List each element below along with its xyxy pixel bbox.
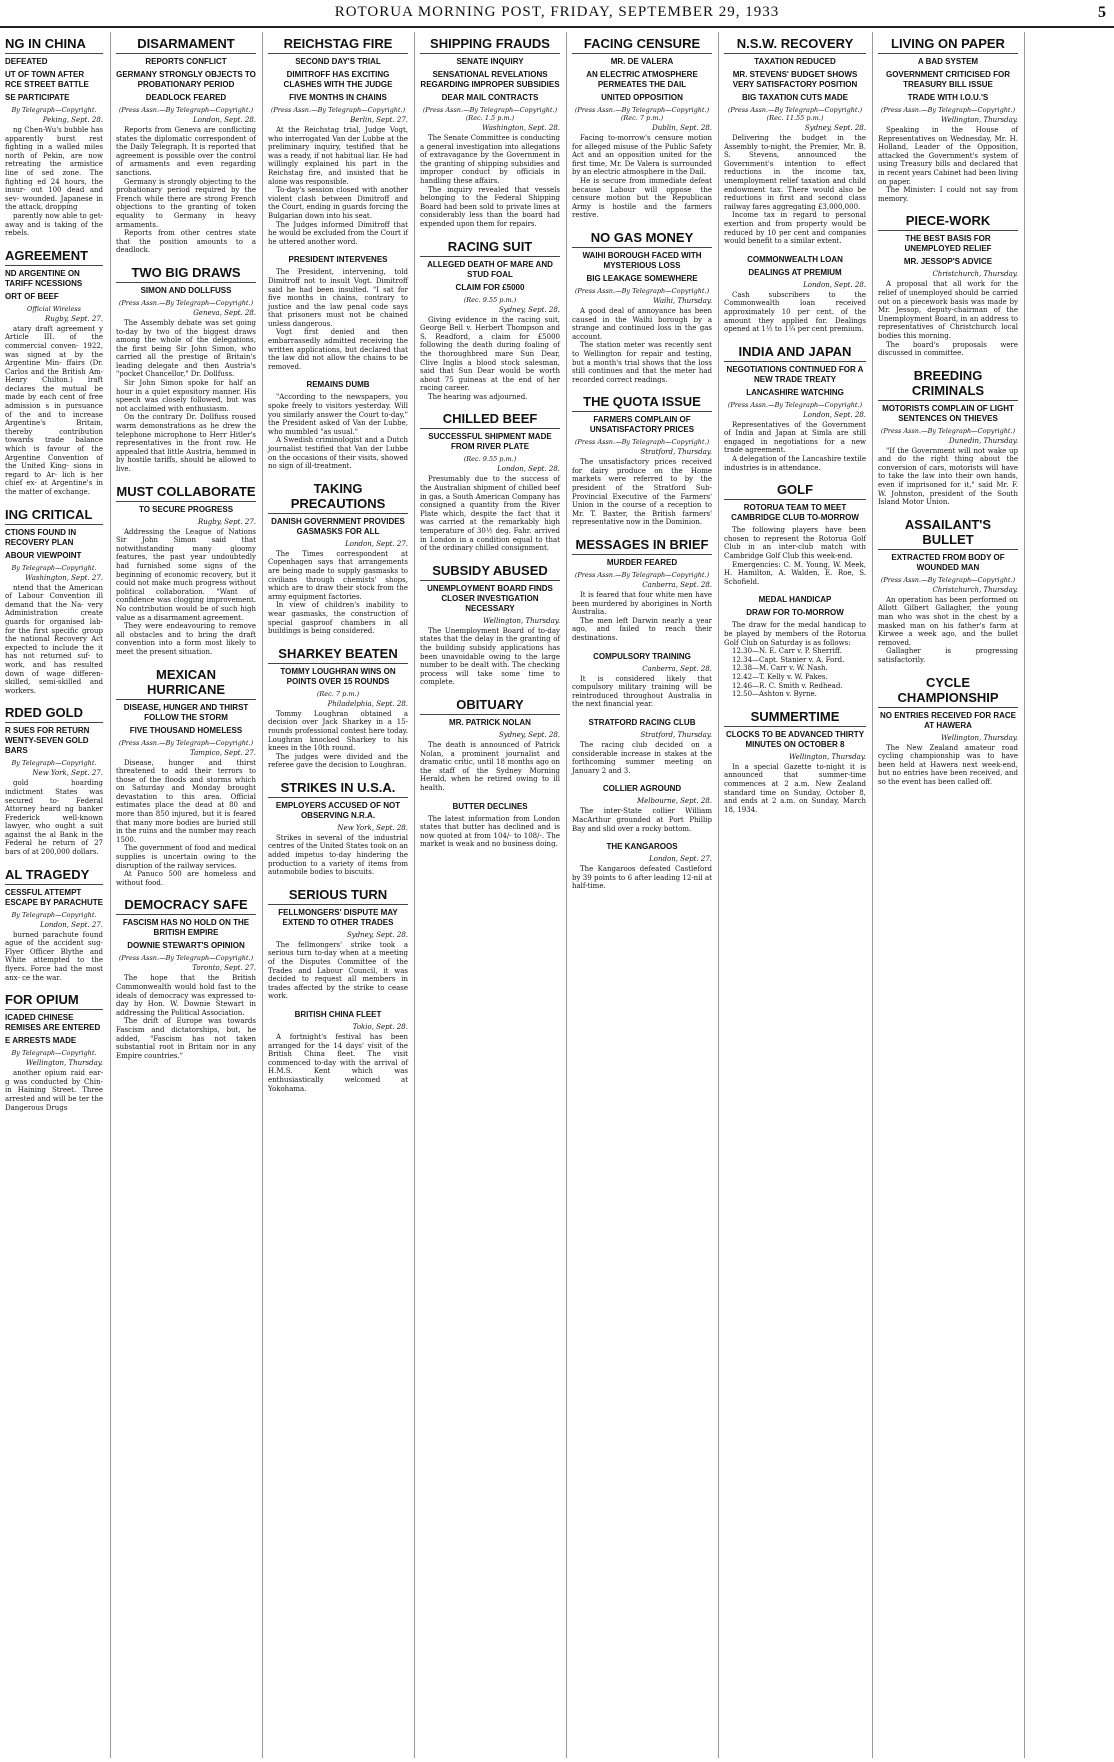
article-paragraph: The hearing was adjourned. — [428, 392, 528, 401]
article — [719, 595, 871, 704]
article-subheading: UNITED OPPOSITION — [601, 93, 683, 102]
article-subheading: AN ELECTRIC ATMOSPHERE PERMEATES THE DAIL — [586, 70, 698, 89]
article-paragraph: The death is announced of Patrick Nolan, a prominent journalist and dramatic critic, until 18 months ago on the staff of the Sydney Morning Herald, when he retired owing to ill health. — [420, 740, 560, 792]
dateline: London, Sept. 27. — [649, 855, 712, 864]
article-paragraph: Delivering the budget in the Assembly to-night, the Premier, Mr. B. S. Stevens, announced the Government's intention to effect reductions in the income tax, unemployment relief taxation and child endowment tax. There would also be reductions in first and second class railway fares aggregating £3,000,000. — [724, 134, 866, 211]
article-paragraph: The inquiry revealed that vessels belonging to the Federal Shipping Board had been sold to private lines at considerably less than the board had expended upon them for repairs. — [420, 185, 560, 228]
article-headline: SUBSIDY ABUSED — [420, 563, 560, 581]
article-subheading: FELLMONGERS' DISPUTE MAY EXTEND TO OTHER TRADES — [278, 907, 398, 927]
article-subheading: BRITISH CHINA FLEET — [294, 1010, 382, 1019]
article-paragraph: The New Zealand amateur road cycling championship was to have been held at Hawera next week-end, but no entries have been received, and so the event has been called off. — [878, 743, 1018, 786]
article-paragraph: Emergencies: C. M. Young, W. Meek, H. Hamilton, A. Walden, E. Roe, S. Schofield. — [724, 560, 866, 586]
article-headline: PIECE-WORK — [878, 213, 1018, 231]
article-paragraph: It is considered likely that compulsory military training will be reintroduced throughout Australia in the next financial year. — [572, 674, 712, 709]
dateline: Tampico, Sept. 27. — [189, 748, 256, 757]
press-credit: (Press Assn.—By Telegraph—Copyright.) — [118, 298, 254, 307]
article-subheading: CESSFUL ATTEMPT ESCAPE BY PARACHUTE — [5, 887, 103, 907]
article-paragraph: The Assembly debate was set going to-day by two of the biggest draws among the whole of the delegations, the first being Sir John Simon, who carried all the prestige of Britain's leading delegate and then Austria's "pocket Chancellor," Dr. Dollfuss. — [116, 318, 256, 379]
dateline: New York, Sept. 28. — [337, 823, 408, 832]
article-paragraph: It is feared that four white men have been murdered by aborigines in North Australia. — [572, 591, 712, 617]
article-paragraph: The President, intervening, told Dimitroff not to insult Vogt. Dimitroff said he had been insulted. "I sat for five months in chains, contrary to justice and the law penal code says that prisoners must not be chained unless dangerous. — [268, 268, 408, 328]
article — [111, 667, 261, 894]
newspaper-column — [566, 32, 717, 1758]
article-paragraph: burned parachute found ague of the accident sug- Flyer Officer Blythe and White attempted to the flyers. Force had the most anx- ce the war. — [5, 930, 103, 982]
article-paragraph: The Times correspondent at Copenhagen says that arrangements are being made to supply gasmasks to civilians through chemists' shops, which are to draw their stock from the army equipment factories. — [268, 549, 408, 601]
article-headline: N.S.W. RECOVERY — [724, 36, 866, 54]
article-headline: DEMOCRACY SAFE — [116, 897, 256, 915]
article-paragraph: Reports from Geneva are conflicting states the diplomatic correspondent of the Daily Telegraph. It is reported that agreement is possible over the control of armaments and even regarding sanctions. — [116, 126, 256, 177]
article — [415, 697, 565, 799]
dateline: Wellington, Thursday. — [941, 116, 1018, 124]
article-paragraph: The Unemployment Board of to-day states that the delay in the granting of the building subsidy applications has been unavoidable owing to the large number to be dealt with. The checking process will take some time to complete. — [420, 626, 560, 687]
dateline: Wellington, Thursday. — [789, 752, 866, 761]
article-headline: SHIPPING FRAUDS — [420, 36, 560, 54]
article-paragraph: At the Reichstag trial, Judge Vogt, who interrogated Van der Lubbe at the preliminary inquiry, testified that he was a ready, if not habitual liar. He had willingly explained his part in the Reichstag fire, and insisted that he alone was responsible. — [268, 126, 408, 186]
article-paragraph: The fellmongers' strike took a serious turn to-day when at a meeting of the Disputes Committee of the Trades and Labour Council, it was decided to request all members in trades affected by the strike to cease work. — [268, 940, 408, 1001]
press-credit: By Telegraph—Copyright. — [11, 910, 97, 919]
article-paragraph: gold hoarding indictment States was secured to- Federal Attorney heard ng banker Frederick well-known lawyer, who ought a suit against the al Bank in the Federal he return of 27 bars of at 200,000 dollars. — [5, 779, 103, 857]
article — [719, 344, 871, 479]
article-paragraph: The board's proposals were discussed in committee. — [878, 340, 1018, 358]
dateline: Philadelphia, Sept. 28. — [327, 699, 408, 708]
article-headline: FOR OPIUM — [5, 992, 103, 1010]
article-headline: CYCLE CHAMPIONSHIP — [878, 675, 1018, 708]
article-headline: BREEDING CRIMINALS — [878, 368, 1018, 401]
article — [263, 1010, 413, 1099]
article-subheading: COMPULSORY TRAINING — [593, 651, 691, 661]
press-credit: By Telegraph—Copyright. — [11, 563, 97, 572]
article — [0, 867, 108, 989]
article-paragraph: The following players have been chosen to represent the Rotorua Golf Club in an inter-club match with Cambridge Golf Club this week-end. — [724, 526, 866, 561]
article — [873, 517, 1023, 671]
dateline: Christchurch, Thursday. — [932, 585, 1018, 594]
article-subheading: SE PARTICIPATE — [5, 93, 70, 102]
article-subheading: CTIONS FOUND IN RECOVERY PLAN — [5, 527, 77, 547]
press-credit: (Rec. 7 p.m.) — [316, 689, 360, 698]
dateline: London, Sept. 27. — [40, 920, 103, 929]
article-paragraph: ntend that the American of Labour Convention ill demand that the Na- very Administration create guards for organised lab- for the first specific group the national Recovery Act expected to include the it has not returned suf- to work, and has resulted down of wage differen- skilled, semi-skilled and workers. — [5, 583, 103, 695]
article-subheading: MR. PATRICK NOLAN — [449, 717, 531, 727]
press-credit: (Press Assn.—By Telegraph—Copyright.) — [118, 954, 254, 963]
article — [0, 507, 108, 702]
article — [567, 230, 717, 390]
article-subheading: TAXATION REDUCED — [754, 57, 836, 66]
article-subheading: ND ARGENTINE ON TARIFF NCESSIONS — [5, 268, 83, 288]
article-subheading: THE BEST BASIS FOR UNEMPLOYED RELIEF — [904, 234, 992, 254]
article-subheading: UT OF TOWN AFTER RCE STREET BATTLE — [5, 70, 89, 89]
dateline: Peking, Sept. 28. — [42, 116, 103, 124]
article — [415, 239, 565, 408]
article-subheading: FIVE THOUSAND HOMELESS — [129, 725, 243, 735]
article-paragraph: Giving evidence in the racing suit, George Bell v. Herbert Thompson and S. Readford, a claim for £5000 following the death during foaling of the thoroughbred mare Sun Dear, Clive Inglis a blood stock salesman, said that Sun Dear would be worth about 75 guineas at the end of her racing career. — [420, 315, 560, 393]
press-credit: Official Wireless — [27, 304, 81, 313]
article — [567, 394, 717, 533]
article — [415, 563, 565, 693]
article-paragraph: The latest information from London states that butter has declined and is now quoted at from 104/- to 108/-. The market is weak and no business doing. — [420, 814, 560, 849]
article — [873, 368, 1023, 513]
masthead — [0, 0, 1114, 28]
dateline: Geneva, Sept. 28. — [193, 308, 256, 317]
article — [263, 780, 413, 883]
article-subheading: NEGOTIATIONS CONTINUED FOR A NEW TRADE TREATY — [726, 364, 864, 384]
article-paragraph: The Senate Committee is conducting a general investigation into allegations of extravagance by the Government in the granting of shipping subsidies and improper conduct by officials in handling these affairs. — [420, 134, 560, 185]
article — [0, 248, 108, 503]
article — [111, 265, 261, 480]
dateline: Wellington, Thursday. — [26, 1059, 103, 1068]
article-paragraph: Gallagher is progressing satisfactorily. — [878, 647, 1018, 664]
dateline: Berlin, Sept. 27. — [350, 116, 408, 124]
dateline: Canberra, Sept. 28. — [642, 664, 712, 673]
article-headline: ING CRITICAL — [5, 507, 103, 525]
press-credit: By Telegraph—Copyright. — [11, 759, 97, 768]
article-subheading: SENATE INQUIRY — [456, 57, 524, 66]
article-subheading: CLOCKS TO BE ADVANCED THIRTY MINUTES ON OCTOBER 8 — [725, 729, 865, 749]
article — [719, 255, 871, 340]
article-paragraph: Income tax in regard to personal exertion and from property would be reduced by 10 per cent and companies would benefit to a similar extent. — [724, 211, 866, 246]
article — [719, 482, 871, 592]
article-paragraph: parently now able to get-away and is taking of the rebels. — [5, 211, 103, 238]
article — [111, 897, 261, 1066]
press-credit: (Press Assn.—By Telegraph—Copyright.) — [727, 400, 863, 409]
article-subheading: DOWNIE STEWART'S OPINION — [127, 941, 245, 951]
article-paragraph: The men left Darwin nearly a year ago, and failed to reach their destinations. — [572, 616, 712, 642]
dateline: Wellington, Thursday. — [483, 616, 560, 625]
article-subheading: COMMONWEALTH LOAN — [747, 254, 843, 264]
article — [263, 887, 413, 1007]
newspaper-column — [262, 32, 413, 1758]
article-headline: OBITUARY — [420, 697, 560, 715]
article — [415, 36, 565, 235]
article-paragraph: They were endeavouring to remove all obstacles and to bring the draft convention into a form most likely to meet the present situation. — [116, 622, 256, 656]
article-subheading: BUTTER DECLINES — [452, 801, 528, 811]
article-subheading: DIMITROFF HAS EXCITING CLASHES WITH THE JUDGE — [283, 70, 393, 89]
press-credit: (Press Assn.—By Telegraph—Copyright.) (Rec. 7 p.m.) — [574, 106, 710, 122]
article-subheading: E ARRESTS MADE — [5, 1036, 77, 1046]
article-paragraph: The station meter was recently sent to Wellington for repair and testing, but a month's trial shows that the loss still continues and that the meter had recorded correct readings. — [572, 341, 712, 384]
article-subheading: BIG TAXATION CUTS MADE — [742, 93, 848, 102]
article-paragraph: "According to the newspapers, you spoke freely to visitors yesterday. Will you similarly answer the Court to-day," the President asked of Van der Lubbe, who mumbled "as usual." — [268, 393, 408, 436]
article-subheading: DANISH GOVERNMENT PROVIDES GASMASKS FOR ALL — [271, 516, 405, 536]
article-subheading: SENSATIONAL REVELATIONS REGARDING IMPROPER SUBSIDIES — [420, 70, 560, 89]
article — [0, 705, 108, 862]
article — [567, 652, 717, 715]
press-credit: (Press Assn.—By Telegraph—Copyright.) — [880, 426, 1016, 435]
article-subheading: NO ENTRIES RECEIVED FOR RACE AT HAWERA — [879, 710, 1016, 730]
article-subheading: WAIHI BOROUGH FACED WITH MYSTERIOUS LOSS — [582, 250, 702, 270]
dateline: Washington, Sept. 27. — [25, 573, 103, 582]
dateline: London, Sept. 28. — [803, 410, 866, 419]
page-number: 5 — [1098, 4, 1106, 21]
article-paragraph: Strikes in several of the industrial centres of the United States took on an added impetus to-day hindering the production to a variety of items from automobile bodies to biscuits. — [268, 833, 408, 877]
dateline: London, Sept. 28. — [193, 116, 256, 124]
newspaper-column — [0, 32, 108, 1758]
article-paragraph: atary draft agreement y Article III. of the commercial conven- 1922, was signed at by the Argentine Min- ffairs (Dr. Carlos and the British Am- Henry Chilton.) lraft declares the mutual be made by each cent of free admission s in pursuance of the and to increase Argentine's Britain, thereby contribution towards trade balance which is favour of the Argentine Convention of the United King- sions in regard to Ar- lich is her chief ex- at Argentine's in the matter of exchange. — [5, 324, 103, 496]
article-subheading: THE KANGAROOS — [606, 842, 678, 852]
article — [567, 784, 717, 839]
article-paragraph: Germany is strongly objecting to the probationary period required by the French while there are strong French objections to the granting of token equality to Germany in heavy armaments. — [116, 177, 256, 229]
dateline: Sydney, Sept. 28. — [346, 930, 408, 939]
article-subheading: BIG LEAKAGE SOMEWHERE — [586, 273, 698, 283]
press-credit: (Press Assn.—By Telegraph—Copyright.) (Rec. 1.5 p.m.) — [422, 106, 558, 122]
article-subheading: ROTORUA TEAM TO MEET CAMBRIDGE CLUB TO-MORROW — [731, 503, 859, 523]
dateline: Canberra, Sept. 28. — [642, 581, 712, 590]
press-credit: (Press Assn.—By Telegraph—Copyright.) (Rec. 11.55 p.m.) — [727, 106, 863, 122]
article-paragraph: In a special Gazette to-night it is announced that summer-time commences at 2 a.m. New Zealand standard time on Sunday, October 8, and ends at 2 a.m. on Sunday, March 18, 1934. — [724, 762, 866, 814]
article — [873, 36, 1023, 209]
article-paragraph: Reports from other centres state that the position amounts to a deadlock. — [116, 229, 256, 255]
article-paragraph: He is secure from immediate defeat because Labour will oppose the censure motion but the Republican Army is hostile and the farmers restive. — [572, 176, 712, 220]
article — [873, 213, 1023, 363]
article-headline: NO GAS MONEY — [572, 230, 712, 248]
article-headline: DISARMAMENT — [116, 36, 256, 54]
article-paragraph: A proposal that all work for the relief of unemployed should be carried out on a piecework basis was made by Mr. Jessop, deputy-chairman of the Unemployment Board, in an address to representatives of Christchurch local bodies this morning. — [878, 280, 1018, 340]
article-paragraph: At Panuco 500 are homeless and without food. — [116, 870, 256, 887]
article — [415, 802, 565, 855]
article-subheading: DEALINGS AT PREMIUM — [748, 267, 842, 277]
article-headline: LIVING ON PAPER — [878, 36, 1018, 54]
article-subheading: MR. DE VALERA — [610, 57, 674, 66]
article-subheading: MOTORISTS COMPLAIN OF LIGHT SENTENCES ON THIEVES — [882, 403, 1014, 423]
article-paragraph: 12.34—Capt. Stanier v. A. Ford. — [732, 655, 845, 664]
article-subheading: DRAW FOR TO-MORROW — [746, 608, 844, 618]
dateline: Waihi, Thursday. — [653, 296, 712, 305]
article-headline: RACING SUIT — [420, 239, 560, 257]
article — [263, 255, 413, 377]
article-subheading: DEFEATED — [5, 57, 48, 66]
article-headline: THE QUOTA ISSUE — [572, 394, 712, 412]
dateline: London, Sept. 28. — [803, 280, 866, 289]
article-subheading: UNEMPLOYMENT BOARD FINDS CLOSER INVESTIGATION NECESSARY — [427, 583, 553, 613]
article-subheading: A BAD SYSTEM — [917, 57, 979, 66]
article — [263, 380, 413, 476]
dateline: Dublin, Sept. 28. — [652, 124, 712, 132]
article — [567, 842, 717, 897]
article-subheading: STRATFORD RACING CLUB — [588, 717, 696, 727]
article-paragraph: Addressing the League of Nations Sir John Simon said that notwithstanding many gloomy features, the past year undoubtedly had furnished some signs of the beginning of economic recovery, but it could not make much progress without political collaboration. "Want of confidence was clogging improvement. No contribution would be of such high value as a disarmament agreement. — [116, 527, 256, 622]
newspaper-column — [1024, 32, 1114, 1758]
article-paragraph: The Minister: I could not say from memory. — [878, 186, 1018, 203]
dateline: Stratford, Thursday. — [640, 730, 712, 739]
article-subheading: SUCCESSFUL SHIPMENT MADE FROM RIVER PLATE — [428, 432, 552, 452]
article-paragraph: Disease, hunger and thirst threatened to add their terrors to those of the floods and storms which on Saturday and Monday brought devastation to this area. Official estimates place the dead at 80 and more than 850 injured, but it is feared that many more bodies are buried still in the ruins and the number may reach 1500. — [116, 758, 256, 844]
dateline: Rugby, Sept. 27. — [197, 517, 256, 526]
article-subheading: TRADE WITH I.O.U.'S — [907, 93, 989, 102]
press-credit: (Rec. 9.55 p.m.) — [463, 295, 517, 304]
press-credit: (Press Assn.—By Telegraph—Copyright.) — [118, 738, 254, 747]
article-headline: MESSAGES IN BRIEF — [572, 537, 712, 555]
article — [0, 36, 108, 244]
press-credit: (Press Assn.—By Telegraph—Copyright.) — [574, 438, 710, 447]
newspaper-column — [718, 32, 871, 1758]
article-paragraph: 12.30—N. E. Carr v. P. Sherriff. — [732, 647, 842, 656]
article-headline: RDED GOLD — [5, 705, 103, 723]
article-paragraph: 12.38—M. Carr v. W. Nash. — [732, 664, 828, 673]
article — [263, 646, 413, 776]
article — [567, 36, 717, 226]
dateline: Stratford, Thursday. — [640, 448, 712, 457]
article-headline: SUMMERTIME — [724, 709, 866, 727]
article-headline: TAKING PRECAUTIONS — [268, 481, 408, 514]
newspaper-column — [414, 32, 565, 1758]
article-paragraph: The government of food and medical supplies is uncertain owing to the disruption of the railway services. — [116, 844, 256, 870]
article-subheading: ORT OF BEEF — [5, 291, 59, 301]
article-subheading: TO SECURE PROGRESS — [138, 504, 234, 514]
article-subheading: GOVERNMENT CRITICISED FOR TREASURY BILL ISSUE — [885, 70, 1010, 89]
article-subheading: DEADLOCK FEARED — [145, 93, 227, 102]
article-subheading: SIMON AND DOLLFUSS — [140, 285, 232, 295]
dateline: Tokio, Sept. 28. — [352, 1023, 408, 1031]
article-headline: GOLF — [724, 482, 866, 500]
article-paragraph: On the contrary Dr. Dollfuss roused warm demonstrations as he drew the telephone microphone to Herr Hitler's representatives in the front row. He appealed that little Austria, hemmed in by hostile tariffs, should be allowed to live. — [116, 413, 256, 473]
article-subheading: ALLEGED DEATH OF MARE AND STUD FOAL — [427, 259, 553, 279]
article-subheading: ABOUR VIEWPOINT — [5, 550, 82, 560]
article-headline: TWO BIG DRAWS — [116, 265, 256, 283]
press-credit: (Press Assn.—By Telegraph—Copyright.) — [270, 106, 406, 114]
newspaper-title: ROTORUA MORNING POST, FRIDAY, SEPTEMBER 29, 1933 — [334, 4, 780, 20]
dateline: Sydney, Sept. 28. — [804, 124, 866, 132]
article — [111, 484, 261, 663]
article-paragraph: "If the Government will not wake up and do the right thing about the conversion of cars, motorists will have to take the law into their own hands, even if imprisoned for it," said Mr. F. W. Johnston, president of the South Island Motor Union. — [878, 446, 1018, 507]
dateline: New York, Sept. 27. — [32, 769, 103, 778]
article-subheading: TOMMY LOUGHRAN WINS ON POINTS OVER 15 ROUNDS — [280, 666, 396, 686]
article — [0, 992, 108, 1118]
dateline: Christchurch, Thursday. — [932, 270, 1018, 279]
article-subheading: DISEASE, HUNGER AND THIRST FOLLOW THE STORM — [123, 702, 249, 722]
dateline: London, Sept. 28. — [497, 465, 560, 474]
article-subheading: MURDER FEARED — [606, 558, 678, 568]
article-paragraph: Tommy Loughran obtained a decision over Jack Sharkey in a 15-rounds professional contest here today. Loughran knocked Sharkey to his knees in the 10th round. — [268, 709, 408, 753]
article-subheading: FIVE MONTHS IN CHAINS — [289, 93, 387, 102]
dateline: Sydney, Sept. 28. — [498, 730, 560, 739]
article-headline: SERIOUS TURN — [268, 887, 408, 905]
press-credit: (Press Assn.—By Telegraph—Copyright.) — [574, 286, 710, 295]
article-paragraph: The Kangaroos defeated Castleford by 39 points to 6 after leading 12-nil at half-time. — [572, 865, 712, 891]
dateline: Toronto, Sept. 27. — [192, 964, 256, 973]
article-paragraph: 12.50—Ashton v. Byrne. — [732, 690, 817, 699]
article-subheading: DEAR MAIL CONTRACTS — [441, 93, 539, 102]
article-subheading: LANCASHIRE WATCHING — [746, 387, 844, 397]
newspaper-column — [872, 32, 1023, 1758]
press-credit: By Telegraph—Copyright. — [11, 106, 97, 114]
article-paragraph: The unsatisfactory prices received for dairy produce on the Home markets were referred to by the president of the Stratford Sub-Provincial Executive of the Farmers' Union in the course of a reception to Mr. T. Baxter, the British farmers' representative now in the Dominion. — [572, 458, 712, 527]
article-subheading: R SUES FOR RETURN WENTY-SEVEN GOLD BARS — [5, 726, 90, 756]
article — [873, 675, 1023, 793]
article-subheading: EXTRACTED FROM BODY OF WOUNDED MAN — [891, 552, 1005, 572]
article-subheading: COLLIER AGROUND — [602, 784, 682, 794]
article-subheading: CLAIM FOR £5000 — [455, 282, 525, 292]
dateline: Rugby, Sept. 27. — [44, 314, 103, 323]
article — [415, 411, 565, 558]
dateline: Sydney, Sept. 28. — [498, 305, 560, 314]
article — [263, 36, 413, 252]
article-headline: CHILLED BEEF — [420, 411, 560, 429]
article — [111, 36, 261, 261]
article-paragraph: another opium raid ear- g was conducted by Chin- in Haining Street. Three arrested and will be ter the Dangerous Drugs — [5, 1069, 103, 1112]
article-subheading: FASCISM HAS NO HOLD ON THE BRITISH EMPIRE — [122, 918, 250, 938]
article-paragraph: Representatives of the Government of India and Japan at Simla are still engaged in negotiations for a new trade agreement. — [724, 420, 866, 455]
article-subheading: GERMANY STRONGLY OBJECTS TO PROBATIONARY PERIOD — [116, 70, 256, 89]
article-subheading: SECOND DAY'S TRIAL — [295, 57, 381, 66]
article-paragraph: A Swedish criminologist and a Dutch journalist testified that Van der Lubbe on the occasions of their visits, showed no sign of ill-treatment. — [268, 436, 408, 471]
article — [567, 537, 717, 649]
article-paragraph: Vogt first denied and then embarrassedly admitted receiving the written applications, but declared that the law did not allow the chains to be removed. — [268, 328, 408, 371]
article-headline: STRIKES IN U.S.A. — [268, 780, 408, 798]
article-subheading: PRESIDENT INTERVENES — [288, 255, 388, 265]
article — [263, 481, 413, 642]
article-subheading: FARMERS COMPLAIN OF UNSATISFACTORY PRICES — [589, 415, 695, 435]
article-paragraph: 12.42—T. Kelly v. W. Pakes. — [732, 672, 828, 681]
article — [567, 718, 717, 781]
article-subheading: ICADED CHINESE REMISES ARE ENTERED — [5, 1013, 101, 1033]
press-credit: (Rec. 9.55 p.m.) — [463, 455, 517, 464]
article-paragraph: ng Chen-Wu's bubble has apparently burst rest fighting in a walled miles north of Pekin, are now retreating the armistice line of sed zone. The fighting ed 24 hours, the insur- out 100 dead and sev- wounded. Japanese in the attack, dropping — [5, 126, 103, 212]
article-paragraph: The drift of Europe was towards Fascism and dictatorships, but, he added, "Fascism has not taken substantial root in Britain nor in any Empire countries." — [116, 1017, 256, 1060]
article-paragraph: Sir John Simon spoke for half an hour in a quiet expository manner. His speech was closely followed, but was not acclaimed with enthusiasm. — [116, 379, 256, 413]
article-paragraph: The racing club decided on a considerable increase in stakes at the forthcoming summer meeting on January 2 and 3. — [572, 740, 712, 775]
press-credit: (Press Assn.—By Telegraph—Copyright.) — [574, 571, 710, 580]
article-headline: SHARKEY BEATEN — [268, 646, 408, 664]
article-subheading: MR. JESSOP'S ADVICE — [903, 257, 993, 267]
article — [719, 36, 871, 252]
article-headline: ASSAILANT'S BULLET — [878, 517, 1018, 550]
article-paragraph: Facing to-morrow's censure motion for alleged misuse of the Public Safety Act and an opposition united for the first time, Mr. De Valera is surrounded by an electric atmosphere in the Dail. — [572, 134, 712, 177]
article-paragraph: 12.46—R. C. Smith v. Redhead. — [732, 681, 843, 690]
article-paragraph: To-day's session closed with another violent clash between Dimitroff and the Court, ending in guards forcing the Bulgarian down into his seat. — [268, 186, 408, 220]
article-headline: INDIA AND JAPAN — [724, 344, 866, 362]
press-credit: By Telegraph—Copyright. — [11, 1049, 97, 1058]
article-headline: AL TRAGEDY — [5, 867, 103, 885]
article-paragraph: In view of children's inability to wear gasmasks, the construction of special gasproof chambers in all buildings is being considered. — [268, 601, 408, 636]
article-paragraph: A delegation of the Lancashire textile industries is in attendance. — [724, 455, 866, 472]
article-headline: NG IN CHINA — [5, 36, 103, 54]
dateline: London, Sept. 27. — [345, 539, 408, 548]
press-credit: (Press Assn.—By Telegraph—Copyright.) — [880, 575, 1016, 584]
article-subheading: MEDAL HANDICAP — [758, 595, 832, 605]
article-paragraph: The hope that the British Commonwealth would hold fast to the ideals of democracy was expressed to-day by Hon. W. Downie Stewart in addressing the Political Association. — [116, 974, 256, 1017]
article-paragraph: Speaking in the House of Representatives on Wednesday, Mr. H. Holland, Leader of the Opposition, attacked the Government's system of using Treasury bills and declared that in recent years Cabinet had been living on paper. — [878, 126, 1018, 186]
dateline: Wellington, Thursday. — [941, 733, 1018, 742]
article-paragraph: Presumably due to the success of the Australian shipment of chilled beef in gas, a South American Company has consigned a quantity from the River Plate which, despite the fact that it was carried at the remarkably high temperature of 30½ deg. Fahr. arrived in London in a condition equal to that of the ordinary chilled consignment. — [420, 475, 560, 553]
article-paragraph: The judges were divided and the referee gave the decision to Loughran. — [268, 752, 408, 770]
press-credit: (Press Assn.—By Telegraph—Copyright.) — [118, 106, 254, 114]
article-paragraph: A fortnight's festival has been arranged for the 14 days' visit of the British China fleet. The visit commenced to-day with the arrival of H.M.S. Kent which was enthusiastically welcomed at Yokohama. — [268, 1033, 408, 1093]
article-headline: REICHSTAG FIRE — [268, 36, 408, 54]
article-subheading: REMAINS DUMB — [306, 380, 370, 390]
article-paragraph: The inter-State collier William MacArthur grounded at Port Phillip Bay and slid over a rocky bottom. — [572, 807, 712, 833]
article-paragraph: An operation has been performed on Allott Gilbert Gallagher, the young man who was shot in the chest by a masked man on his father's farm at Kirwee a week ago, and the bullet removed. — [878, 595, 1018, 647]
article-paragraph: The Judges informed Dimitroff that he would be excluded from the Court if he uttered another word. — [268, 220, 408, 246]
article-subheading: EMPLOYERS ACCUSED OF NOT OBSERVING N.R.A. — [275, 800, 401, 820]
article — [719, 709, 871, 821]
dateline: Melbourne, Sept. 28. — [636, 797, 712, 806]
dateline: Washington, Sept. 28. — [482, 124, 560, 132]
newspaper-column — [110, 32, 261, 1758]
dateline: Dunedin, Thursday. — [949, 436, 1018, 445]
article-subheading: REPORTS CONFLICT — [145, 57, 227, 66]
article-headline: AGREEMENT — [5, 248, 103, 266]
article-headline: FACING CENSURE — [572, 36, 712, 54]
press-credit: (Press Assn.—By Telegraph—Copyright.) — [880, 106, 1016, 114]
article — [1025, 32, 1114, 38]
article-headline: MEXICAN HURRICANE — [116, 667, 256, 700]
article-paragraph: The draw for the medal handicap to be played by members of the Rotorua Golf Club on Saturday is as follows: — [724, 621, 866, 647]
article-paragraph: A good deal of annoyance has been caused in the Waihi borough by a strange and continued loss in the gas account. — [572, 306, 712, 341]
article-paragraph: Cash subscribers to the Commonwealth loan received approximately 10 per cent. of the amount they applied for. Dealings opened at 1½ to 1¼ per cent premium. — [724, 290, 866, 334]
article-subheading: MR. STEVENS' BUDGET SHOWS VERY SATISFACTORY POSITION — [732, 70, 858, 89]
article-headline: MUST COLLABORATE — [116, 484, 256, 502]
